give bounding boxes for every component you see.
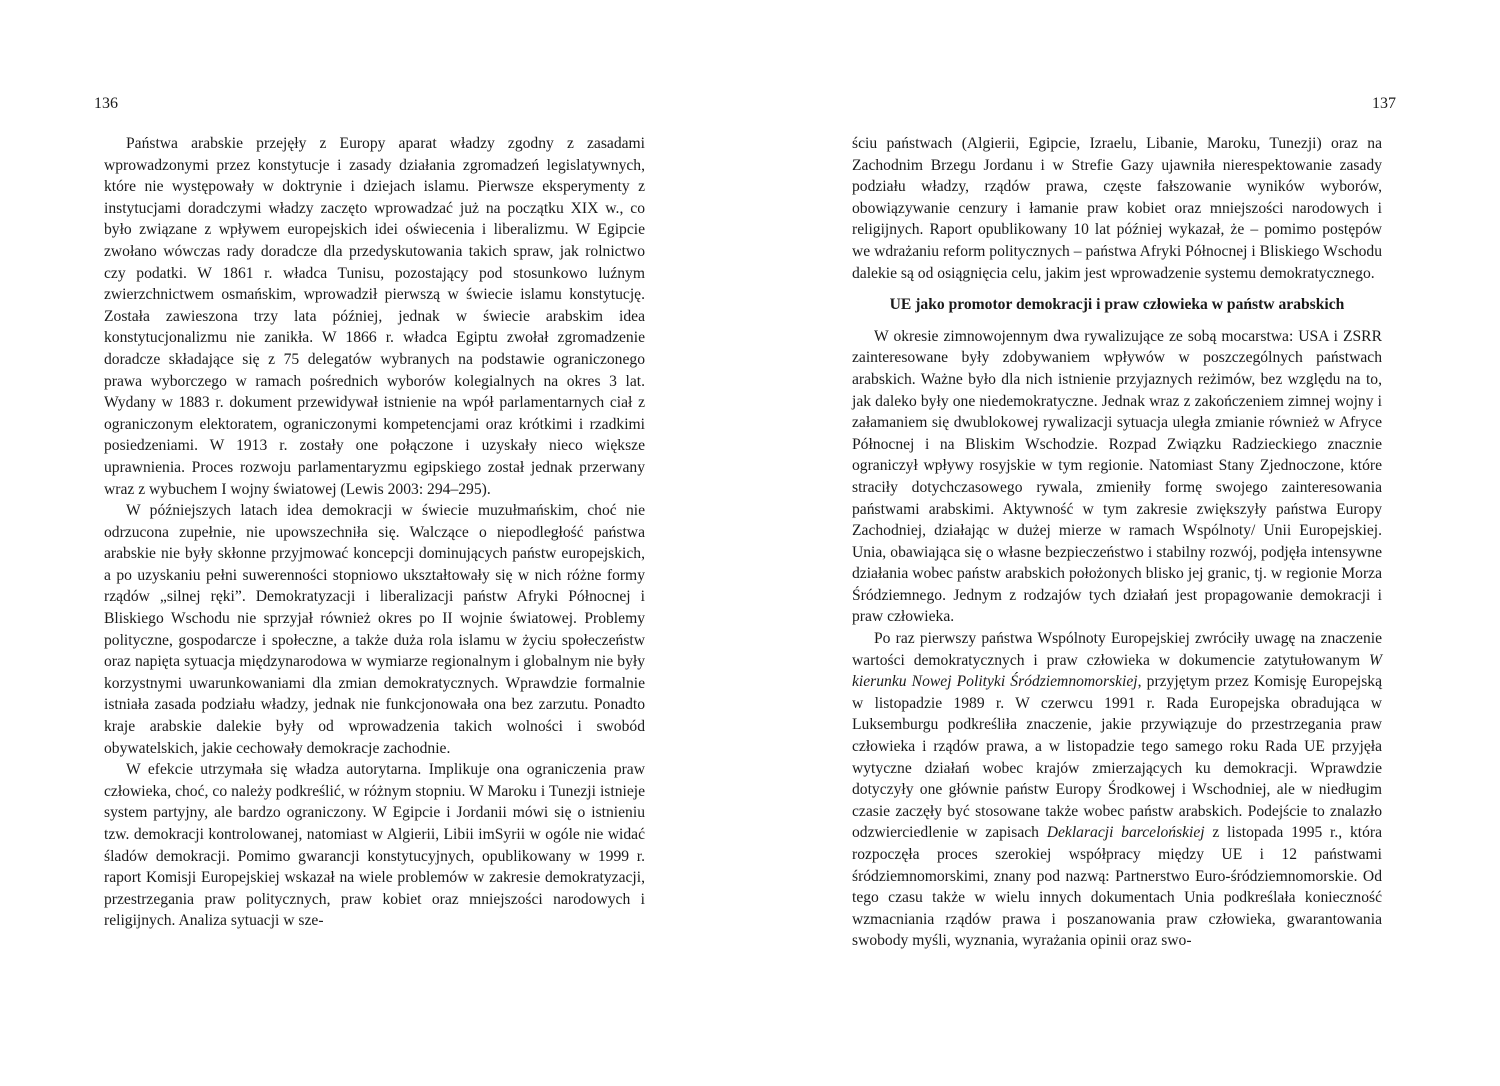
paragraph-text: , przyjętym przez Komisję Europejską w listopadzie 1989 r. W czerwcu 1991 r. Rada Europejska obradująca w Luksemburgu podkreśliła znaczenie, jakie przywiązuje do przestrzegania praw człowieka i rządów prawa, a w listopadzie tego samego roku Rada UE przyjęła wytyczne działań wobec krajów zmierzających ku demokracji. Wprawdzie dotyczyły one głównie państw Europy Środkowej i Wschodniej, ale w niedługim czasie zaczęły być stosowane także wobec państw arabskich. Podejście to znalazło odzwierciedlenie w zapisach <box>852 673 1382 842</box>
section-heading: UE jako promotor demokracji i praw człowieka w państw arabskich <box>889 296 1345 314</box>
paragraph-text: z listopada 1995 r., która rozpoczęła proces szerokiej współpracy między UE i 12 państwami śródziemnomorskimi, znany pod nazwą: Partnerstwo Euro-śródziemnomorskie. Od tego czasu także w wielu innych dokumentach Unia podkreślała konieczność wzmacniania rządów prawa i poszanowania praw człowieka, gwarantowania swobody myśli, wyznania, wyrażania opinii oraz swo- <box>852 824 1382 950</box>
paragraph: W efekcie utrzymała się władza autorytarna. Implikuje ona ograniczenia praw człowieka, choć, co należy podkreślić, w różnym stopniu. W Maroku i Tunezji istnieje system partyjny, ale bardzo ograniczony. W Egipcie i Jordanii mówi się o istnieniu tzw. demokracji kontrolowanej, natomiast w Algierii, Libii imSyrii w ogóle nie widać śladów demokracji. Pomimo gwarancji konstytucyjnych, opublikowany w 1999 r. raport Komisji Europejskiej wskazał na wiele problemów w zakresie demokratyzacji, przestrzegania praw politycznych, praw kobiet oraz mniejszości narodowych i religijnych. Analiza sytuacji w sze- <box>104 761 645 930</box>
page-number-left: 136 <box>94 95 118 112</box>
right-page-text <box>852 133 1382 952</box>
left-page-text <box>104 133 645 932</box>
page-number-right: 137 <box>1372 95 1396 112</box>
paragraph <box>852 628 1382 952</box>
paragraph: Państwa arabskie przejęły z Europy aparat władzy zgodny z zasadami wprowadzonymi przez konstytucje i zasady działania zgromadzeń legislatywnych, które nie występowały w doktrynie i dziejach islamu. Pierwsze eksperymenty z instytucjami doradczymi władzy zaczęto wprowadzać już na początku XIX w., co było związane z wpływem europejskich idei oświecenia i liberalizmu. W Egipcie zwołano wówczas rady doradcze dla przedyskutowania takich spraw, jak rolnictwo czy podatki. W 1861 r. władca Tunisu, pozostający pod stosunkowo luźnym zwierzchnictwem osmańskim, wprowadził pierwszą w świecie islamu konstytucję. Została zawieszona trzy lata później, jednak w świecie arabskim idea konstytucjonalizmu nie zanikła. W 1866 r. władca Egiptu zwołał zgromadzenie doradcze składające się z 75 delegatów wybranych na podstawie ograniczonego prawa wyborczego w ramach pośrednich wyborów kolegialnych na okres 3 lat. Wydany w 1883 r. dokument przewidywał istnienie na wpół parlamentarnych ciał z ograniczonym elektoratem, ograniczonymi kompetencjami oraz krótkimi i rzadkimi posiedzeniami. W 1913 r. zostały one połączone i uzyskały nieco większe uprawnienia. Proces rozwoju parlamentaryzmu egipskiego został jednak przerwany wraz z wybuchem I wojny światowej (Lewis 2003: 294–295). <box>104 135 645 498</box>
paragraph: W późniejszych latach idea demokracji w świecie muzułmańskim, choć nie odrzucona zupełnie, nie upowszechniła się. Walczące o niepodległość państwa arabskie nie były skłonne przyjmować koncepcji dominujących państw europejskich, a po uzyskaniu pełni suwerenności stopniowo ukształtowały się w nich różne formy rządów „silnej ręki”. Demokratyzacji i liberalizacji państw Afryki Północnej i Bliskiego Wschodu nie sprzyjał również okres po II wojnie światowej. Problemy polityczne, gospodarcze i społeczne, a także duża rola islamu w życiu społeczeństw oraz napięta sytuacja międzynarodowa w wymiarze regionalnym i globalnym nie były korzystnymi uwarunkowaniami dla zmian demokratycznych. Wprawdzie formalnie istniała zasada podziału władzy, jednak nie funkcjonowała ona bez zarzutu. Ponadto kraje arabskie dalekie były od wprowadzenia takich wolności i swobód obywatelskich, jakie cechowały demokracje zachodnie. <box>104 502 645 757</box>
document-title-italic: W kierunku Nowej Polityki Śródziemnomorskiej <box>852 651 1382 691</box>
paragraph-text: Po raz pierwszy państwa Wspólnoty Europejskiej zwróciły uwagę na znaczenie wartości demokratycznych i praw człowieka w dokumencie zatytułowanym <box>852 630 1382 669</box>
right-page <box>750 0 1500 1086</box>
paragraph-continued: ściu państwach (Algierii, Egipcie, Izraelu, Libanie, Maroku, Tunezji) oraz na Zachodnim Brzegu Jordanu i w Strefie Gazy ujawniła nierespektowanie zasady podziału władzy, rządów prawa, częste fałszowanie wyników wyborów, obowiązywanie cenzury i łamanie praw kobiet oraz mniejszości narodowych i religijnych. Raport opublikowany 10 lat później wykazał, że – pomimo postępów we wdrażaniu reform politycznych – państwa Afryki Północnej i Bliskiego Wschodu dalekie są od osiągnięcia celu, jakim jest wprowadzenie systemu demokratycznego. <box>852 135 1382 282</box>
paragraph: W okresie zimnowojennym dwa rywalizujące ze sobą mocarstwa: USA i ZSRR zainteresowane były zdobywaniem wpływów w poszczególnych państwach arabskich. Ważne było dla nich istnienie przyjaznych reżimów, bez względu na to, jak daleko były one niedemokratyczne. Jednak wraz z zakończeniem zimnej wojny i załamaniem się dwublokowej rywalizacji sytuacja uległa zmianie również w Afryce Północnej i na Bliskim Wschodzie. Rozpad Związku Radzieckiego znacznie ograniczył wpływy rosyjskie w tym regionie. Natomiast Stany Zjednoczone, które straciły dotychczasowego rywala, zmieniły formę swojego zainteresowania państwami arabskimi. Aktywność w tym zakresie zwiększyły państwa Europy Zachodniej, działając w dużej mierze w ramach Wspólnoty/ Unii Europejskiej. Unia, obawiająca się o własne bezpieczeństwo i stabilny rozwój, podjęła intensywne działania wobec państw arabskich położonych blisko jej granic, tj. w regionie Morza Śródziemnego. Jednym z rodzajów tych działań jest propagowanie demokracji i praw człowieka. <box>852 327 1382 626</box>
document-title-italic: Deklaracji barcelońskiej <box>1046 824 1205 842</box>
